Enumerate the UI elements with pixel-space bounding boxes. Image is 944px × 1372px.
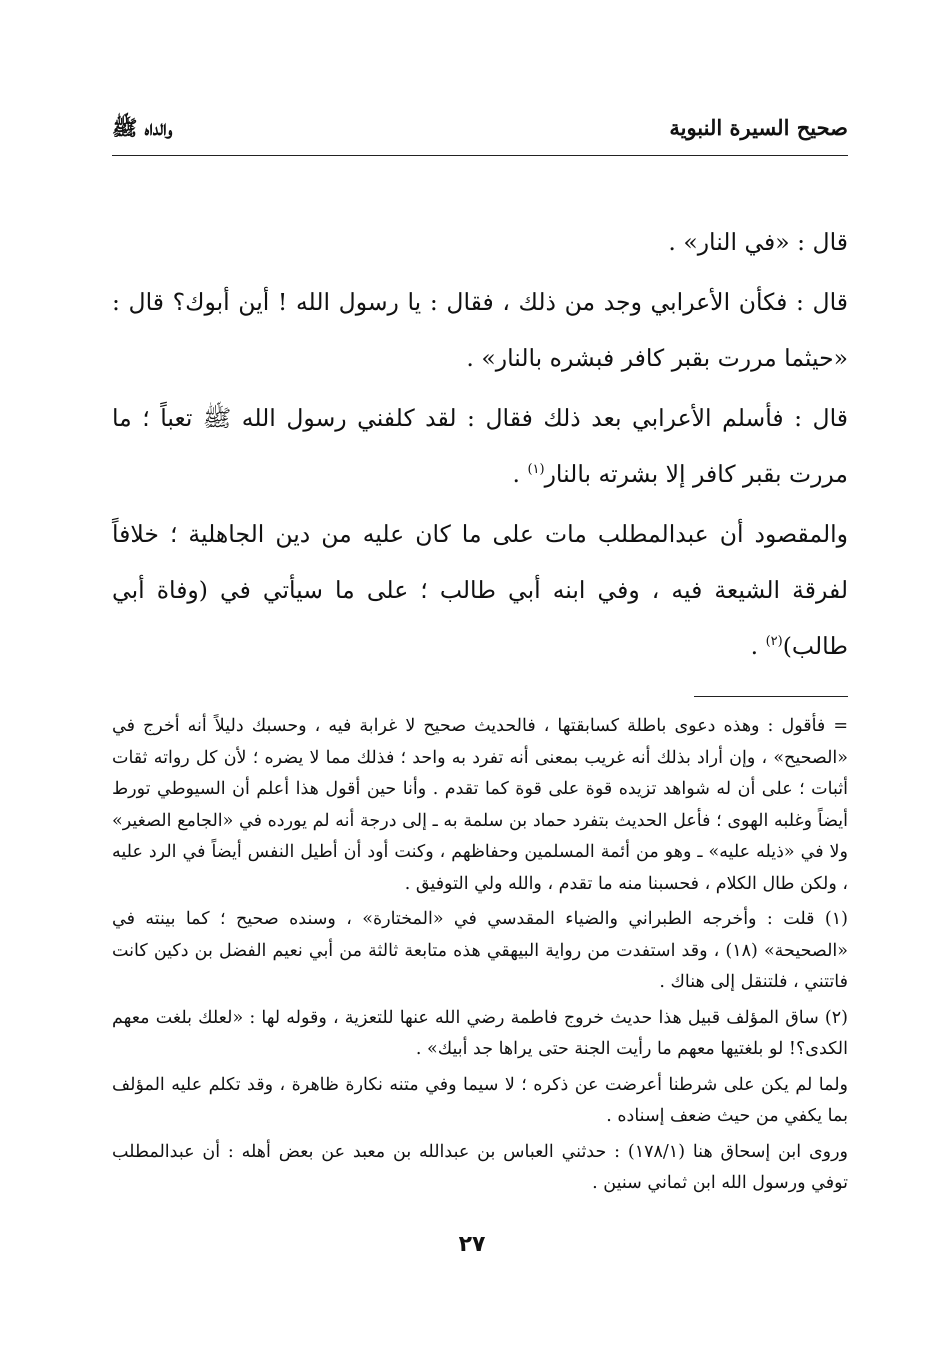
page-number: ٢٧ [458, 1232, 486, 1257]
paragraph-4-text: والمقصود أن عبدالمطلب مات على ما كان عليه من دين الجاهلية ؛ خلافاً لفرقة الشيعة فيه ، وفي ابنه أبي طالب ؛ على ما سيأتي في (وفاة أبي طالب) [112, 520, 848, 660]
running-header [112, 115, 848, 156]
footnotes [112, 711, 848, 1200]
paragraph-1: قال : «في النار» . [668, 228, 848, 256]
paragraph-4 [112, 506, 848, 674]
footnote-ref-1[interactable]: (١) [527, 462, 545, 478]
paragraph-3-end: . [512, 460, 528, 488]
book-page [112, 115, 848, 1204]
footnote-2-addendum: وروى ابن إسحاق هنا (١٧٨/١) : حدثني العباس بن عبدالله بن معبد عن بعض أهله : أن عبدالمطلب توفي ورسول الله ابن ثماني سنين . [112, 1141, 848, 1193]
footnote-2: (٢) ساق المؤلف قبيل هذا حديث خروج فاطمة رضي الله عنها للتعزية ، وقوله لها : «لعلك بلغت معهم الكدى؟! لو بلغتيها معهم ما رأيت الجنة حتى يراها جد أبيك» . [112, 1007, 848, 1059]
footnote-divider [694, 696, 848, 697]
paragraph-3 [112, 390, 848, 502]
chapter-title: والداه ﷺ [112, 115, 173, 140]
paragraph-2: قال : فكأن الأعرابي وجد من ذلك ، فقال : يا رسول الله ! أين أبوك؟ قال : «حيثما مررت بقبر كافر فبشره بالنار» . [112, 288, 848, 372]
footnote-ref-2[interactable]: (٢) [765, 634, 783, 650]
paragraph-4-end: . [750, 632, 766, 660]
footnote-2-continued: ولما لم يكن على شرطنا أعرضت عن ذكره ؛ لا سيما وفي متنه نكارة ظاهرة ، وقد تكلم عليه المؤلف بما يكفي من حيث ضعف إسناده . [112, 1074, 848, 1126]
book-title: صحيح السيرة النبوية [669, 115, 848, 140]
main-text [112, 214, 848, 674]
footnote-continued: = فأقول : وهذه دعوى باطلة كسابقتها ، فالحديث صحيح لا غرابة فيه ، وحسبك دليلاً أنه أخرج في «الصحيح» ، وإن أراد بذلك أنه غريب بمعنى أنه تفرد به واحد ؛ فذلك مما لا يضره ؛ لأن كل رواته ثقات أثبات ؛ على أن له شواهد تزيده قوة على قوة كما تقدم . وأنا حين أقول هذا أعلم أن السيوطي تورط أيضاً وغلبه الهوى ؛ فأعل الحديث بتفرد حماد بن سلمة به ـ إلى درجة أنه لم يورده في «الجامع الصغير» ولا في «ذيله عليه» ـ وهو من أئمة المسلمين وحفاظهم ، وكنت أود أن أطيل النفس أيضاً في الرد عليه ، ولكن طال الكلام ، فحسبنا منه ما تقدم ، والله ولي التوفيق . [112, 716, 848, 894]
footnote-1: (١) قلت : وأخرجه الطبراني والضياء المقدسي في «المختارة» ، وسنده صحيح ؛ كما بينته في «الصحيحة» (١٨) ، وقد استفدت من رواية البيهقي هذه متابعة ثالثة من أبي نعيم الفضل بن دكين كانت فاتتني ، فلتنقل إلى هناك . [112, 909, 848, 992]
paragraph-3-text: قال : فأسلم الأعرابي بعد ذلك فقال : لقد كلفني رسول الله ﷺ تعباً ؛ ما مررت بقبر كافر إلا بشرته بالنار [112, 404, 848, 488]
